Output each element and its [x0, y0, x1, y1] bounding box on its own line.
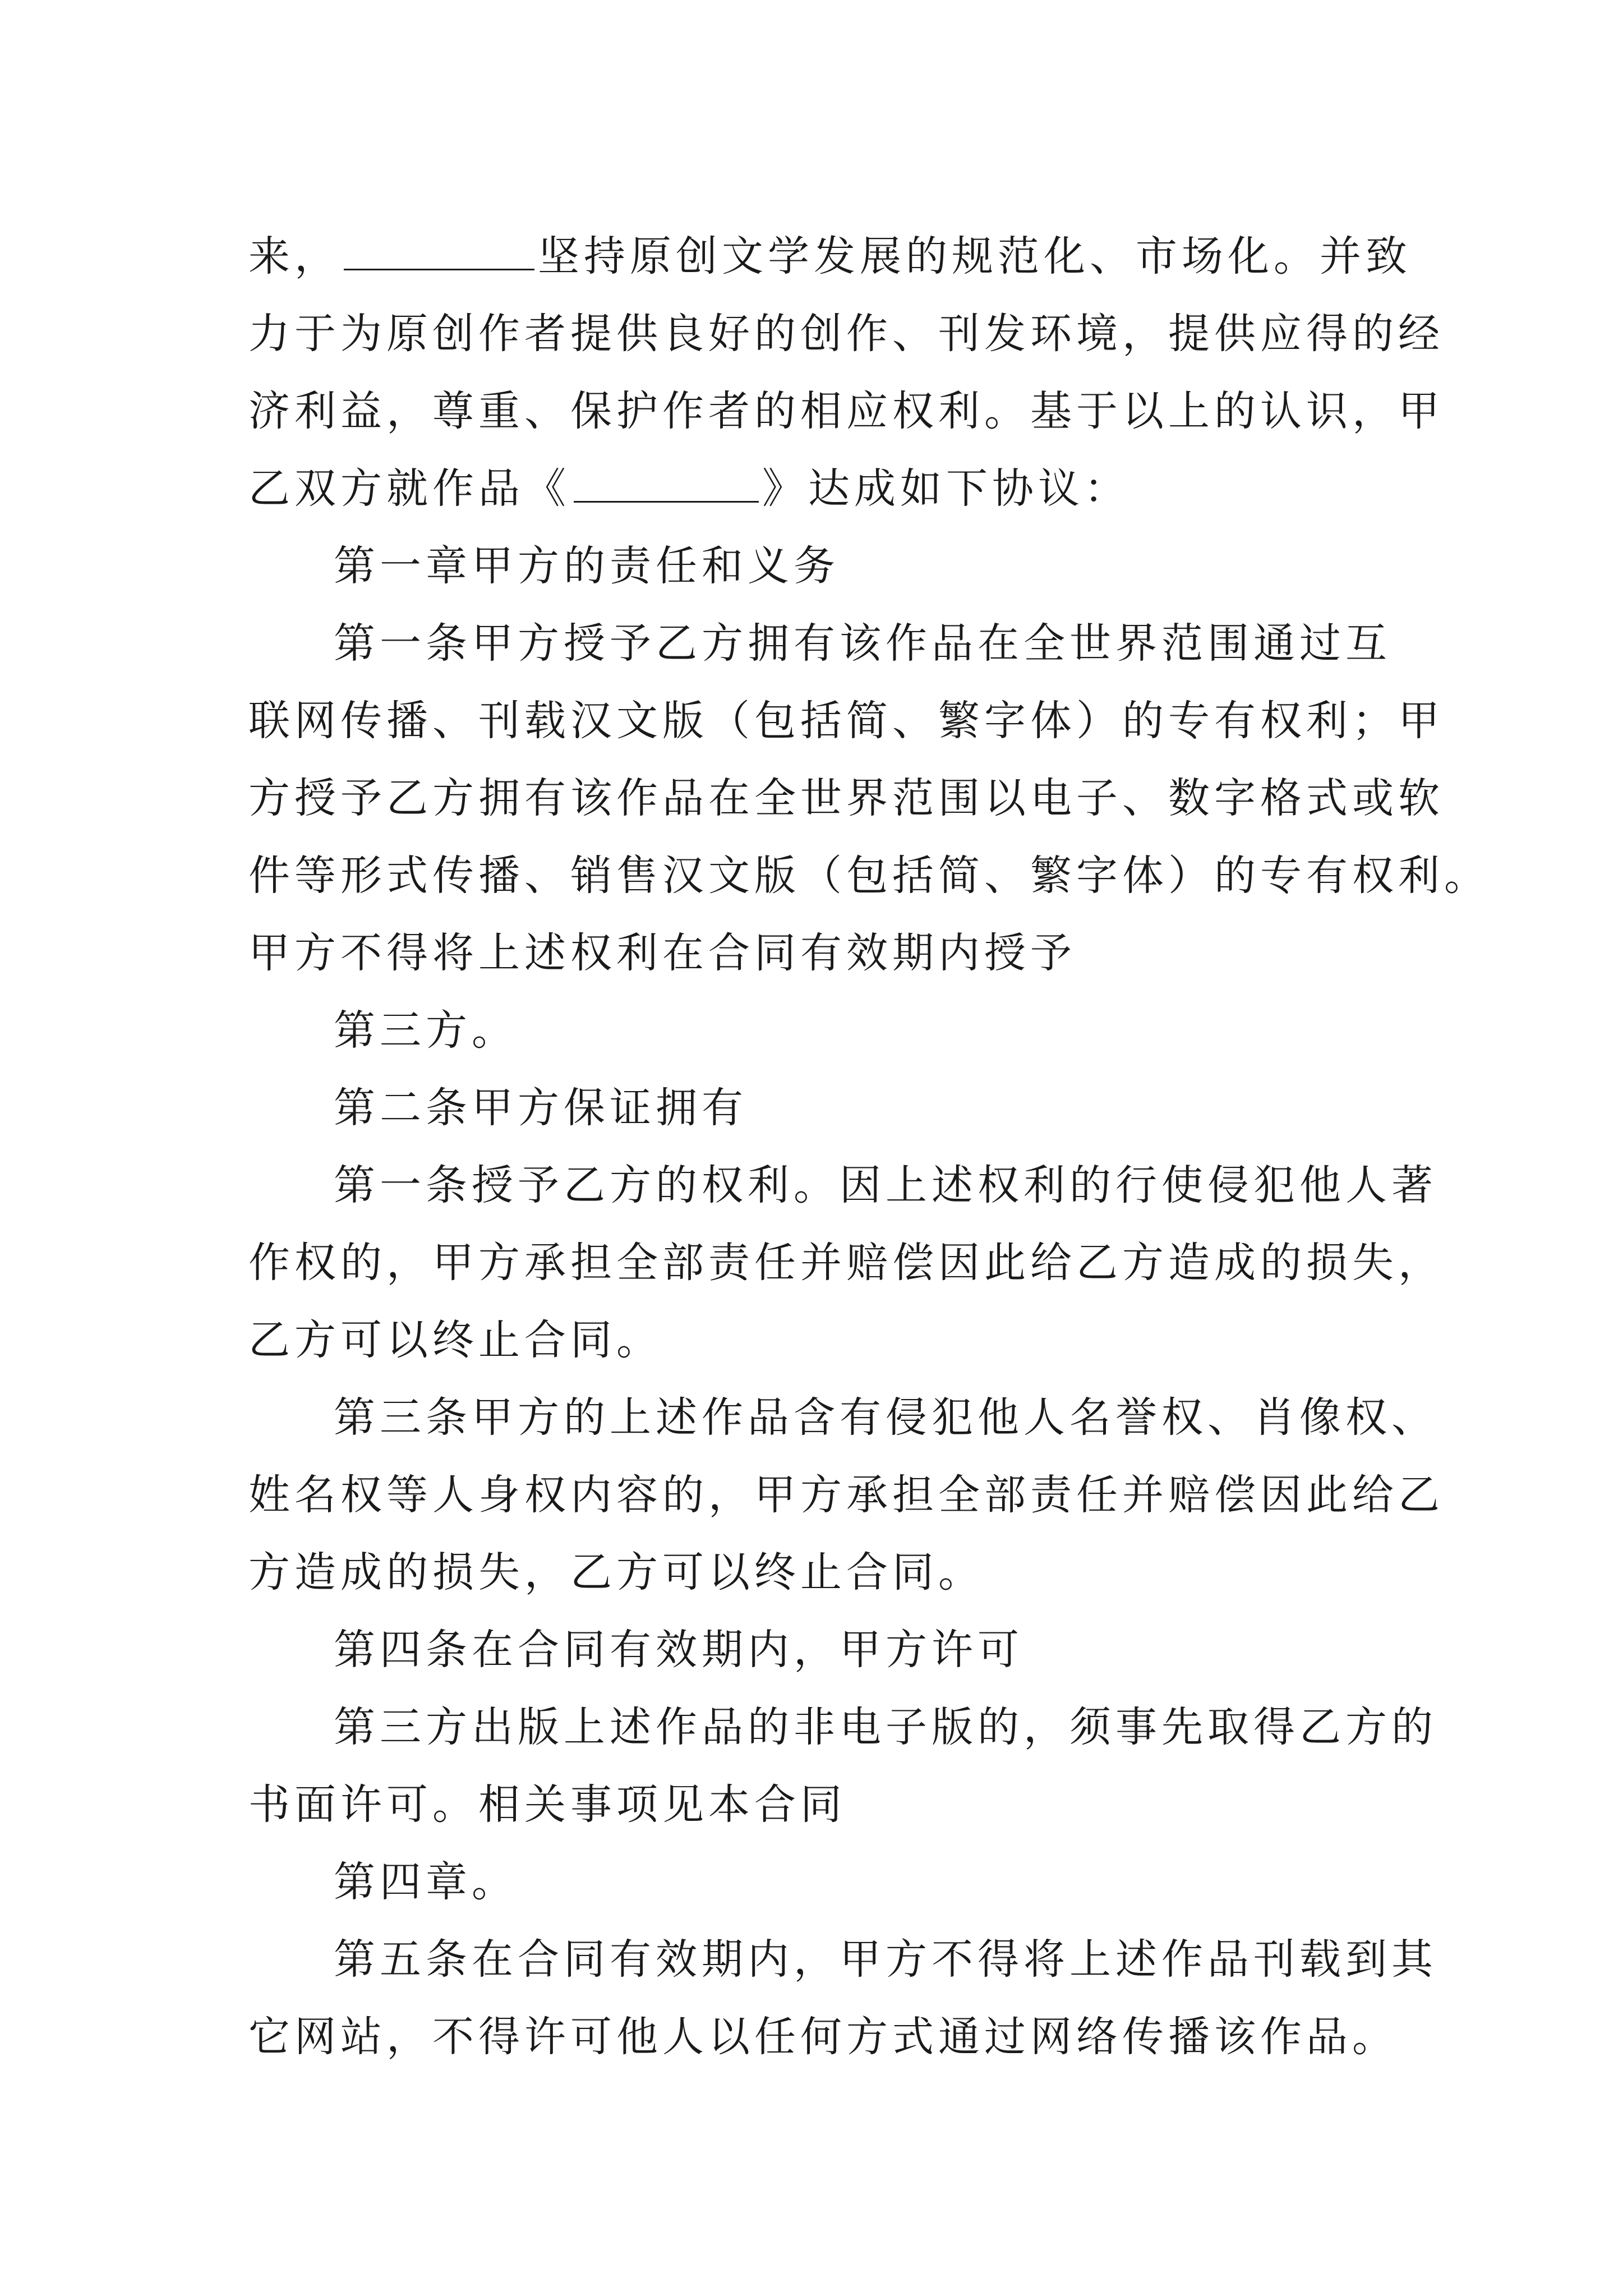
text-line: 第三方出版上述作品的非电子版的，须事先取得乙方的 [334, 1703, 1437, 1751]
chapter-heading: 第一章甲方的责任和义务 [334, 542, 840, 590]
text-line: 姓名权等人身权内容的，甲方承担全部责任并赔偿因此给乙 [248, 1471, 1444, 1519]
text-line [248, 218, 1412, 295]
text-segment: 坚持原创文学发展的规范化、市场化。并致 [538, 232, 1412, 280]
text-line: 第三条甲方的上述作品含有侵犯他人名誉权、肖像权、 [334, 1393, 1437, 1442]
text-segment: 来， [248, 232, 340, 280]
fill-in-blank [344, 234, 534, 270]
document-body [248, 218, 1490, 2076]
text-line: 第五条在合同有效期内，甲方不得将上述作品刊载到其 [334, 1935, 1437, 1984]
text-line: 方授予乙方拥有该作品在全世界范围以电子、数字格式或软 [248, 774, 1444, 822]
text-line: 力于为原创作者提供良好的创作、刊发环境，提供应得的经 [248, 310, 1444, 358]
text-line: 济利益，尊重、保护作者的相应权利。基于以上的认识，甲 [248, 387, 1444, 435]
text-line: 甲方不得将上述权利在合同有效期内授予 [248, 929, 1076, 977]
text-segment: 乙双方就作品《 [248, 464, 570, 513]
text-line: 书面许可。相关事项见本合同 [248, 1780, 846, 1829]
text-line: 件等形式传播、销售汉文版（包括简、繁字体）的专有权利。 [248, 852, 1490, 900]
text-line: 第二条甲方保证拥有 [334, 1084, 748, 1132]
text-line: 联网传播、刊载汉文版（包括简、繁字体）的专有权利；甲 [248, 697, 1444, 745]
text-line: 第一条授予乙方的权利。因上述权利的行使侵犯他人著 [334, 1161, 1437, 1209]
work-title-blank [574, 466, 759, 503]
text-line: 第四章。 [334, 1858, 518, 1906]
text-line: 作权的，甲方承担全部责任并赔偿因此给乙方造成的损失， [248, 1239, 1444, 1287]
text-line: 第三方。 [334, 1006, 518, 1055]
text-line: 第一条甲方授予乙方拥有该作品在全世界范围通过互 [334, 619, 1391, 668]
text-line: 方造成的损失，乙方可以终止合同。 [248, 1548, 984, 1596]
text-line: 第四条在合同有效期内，甲方许可 [334, 1626, 1023, 1674]
text-segment: 》达成如下协议： [762, 464, 1130, 513]
text-line: 乙方可以终止合同。 [248, 1316, 662, 1364]
text-line: 它网站，不得许可他人以任何方式通过网络传播该作品。 [248, 2013, 1398, 2061]
text-line [248, 450, 1390, 527]
